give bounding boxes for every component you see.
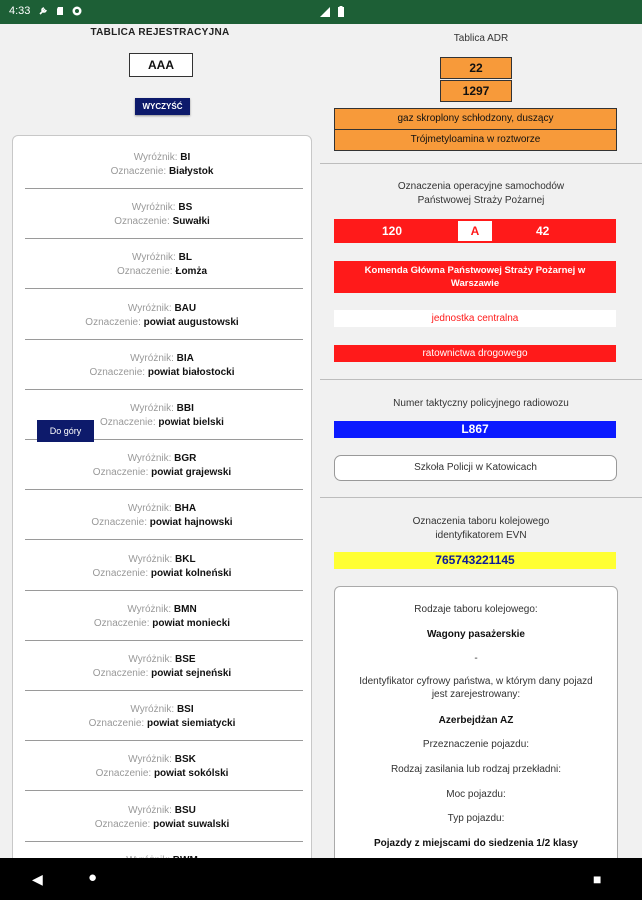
rail-output-label: Moc pojazdu: xyxy=(446,789,506,800)
distinguisher-line xyxy=(13,503,311,514)
designation-line xyxy=(13,517,311,528)
designation-line xyxy=(13,718,311,729)
fire-unit xyxy=(334,261,616,293)
distinguisher-label: Wyróżnik: xyxy=(128,553,173,565)
designation-line xyxy=(13,819,311,830)
rail-type-value: Pojazdy z miejscami do siedzenia 1/2 klasy xyxy=(374,838,578,849)
designation-value: Suwałki xyxy=(172,216,210,228)
designation-value: powiat grajewski xyxy=(151,467,232,479)
signal-icon xyxy=(320,7,330,17)
rail-power-label: Rodzaj zasilania lub rodzaj przekładni: xyxy=(390,764,562,775)
designation-label: Oznaczenie: xyxy=(93,617,150,629)
rail-types-value: Wagony pasażerskie xyxy=(426,629,525,640)
designation-label: Oznaczenie: xyxy=(94,818,151,830)
distinguisher-line xyxy=(13,805,311,816)
region-list-item[interactable] xyxy=(13,688,311,738)
region-list-item[interactable] xyxy=(13,588,311,638)
distinguisher-line xyxy=(13,704,311,715)
markings-panel xyxy=(320,24,642,858)
distinguisher-label: Wyróżnik: xyxy=(133,152,178,163)
distinguisher-label: Wyróżnik: xyxy=(128,754,172,766)
region-list-item[interactable] xyxy=(13,638,311,688)
distinguisher-line xyxy=(13,604,311,615)
distinguisher-value: BSE xyxy=(175,654,196,665)
navigation-bar xyxy=(0,858,642,900)
distinguisher-value: BI xyxy=(180,152,191,163)
distinguisher-value: BSU xyxy=(174,804,196,816)
fire-vehicle-type: ratownictwa drogowego xyxy=(334,345,616,362)
fire-unit-line-2: Warszawie xyxy=(450,278,500,289)
divider xyxy=(320,379,642,380)
distinguisher-line xyxy=(13,453,311,464)
designation-line xyxy=(13,166,311,177)
designation-value: powiat hajnowski xyxy=(149,517,233,529)
distinguisher-line xyxy=(13,353,311,364)
distinguisher-label: Wyróżnik: xyxy=(132,252,176,264)
clear-button[interactable]: WYCZYŚĆ xyxy=(135,98,190,115)
designation-line xyxy=(13,266,311,277)
distinguisher-value: BAU xyxy=(174,302,197,314)
adr-description-1: gaz skroplony schłodzony, duszący xyxy=(334,108,617,130)
region-list-item[interactable] xyxy=(13,236,311,286)
region-list-item[interactable] xyxy=(13,186,311,236)
adr-un-number: 1297 xyxy=(440,80,512,102)
distinguisher-label: Wyróżnik: xyxy=(127,503,172,515)
rail-details-card xyxy=(334,586,618,878)
designation-value: powiat augustowski xyxy=(143,316,239,328)
rail-dash: - xyxy=(474,653,478,664)
distinguisher-value: BKL xyxy=(175,553,196,565)
designation-label: Oznaczenie: xyxy=(100,417,156,428)
distinguisher-value: BGR xyxy=(174,453,197,465)
distinguisher-line xyxy=(13,403,311,414)
designation-line xyxy=(13,618,311,629)
distinguisher-value: BIA xyxy=(176,352,194,364)
designation-line xyxy=(13,467,311,478)
designation-label: Oznaczenie: xyxy=(110,166,167,177)
status-time: 4:33 xyxy=(9,5,31,17)
designation-label: Oznaczenie: xyxy=(85,316,141,328)
fire-title-2: Państwowej Straży Pożarnej xyxy=(417,195,545,206)
distinguisher-label: Wyróżnik: xyxy=(127,302,172,314)
adr-title: Tablica ADR xyxy=(453,33,509,44)
scroll-top-button[interactable]: Do góry xyxy=(37,420,94,442)
distinguisher-value: BS xyxy=(178,202,193,214)
designation-line xyxy=(13,317,311,328)
back-icon[interactable]: ◀ xyxy=(32,871,43,887)
rail-title-1: Oznaczenia taboru kolejowego xyxy=(412,516,550,527)
designation-value: powiat sokólski xyxy=(153,768,229,780)
designation-line xyxy=(13,568,311,579)
distinguisher-label: Wyróżnik: xyxy=(131,202,176,214)
fire-title-1: Oznaczenia operacyjne samochodów xyxy=(397,181,565,192)
designation-value: Białystok xyxy=(168,166,214,177)
rail-country-label-1: Identyfikator cyfrowy państwa, w którym dany pojazd xyxy=(359,676,593,687)
adr-hazard-number: 22 xyxy=(440,57,512,79)
divider xyxy=(320,497,642,498)
fire-right-number: 42 xyxy=(536,224,550,238)
distinguisher-label: Wyróżnik: xyxy=(130,704,175,716)
distinguisher-line xyxy=(13,554,311,565)
registration-title: TABLICA REJESTRACYJNA xyxy=(90,27,230,38)
designation-label: Oznaczenie: xyxy=(92,567,149,579)
designation-value: Łomża xyxy=(175,266,208,278)
rail-type-label: Typ pojazdu: xyxy=(447,813,505,824)
rail-title-2: identyfikatorem EVN xyxy=(435,530,527,541)
recents-icon[interactable]: ■ xyxy=(593,871,602,887)
fire-code-bar xyxy=(334,219,616,243)
designation-label: Oznaczenie: xyxy=(92,467,149,479)
distinguisher-line xyxy=(13,252,311,263)
distinguisher-label: Wyróżnik: xyxy=(127,453,172,465)
rail-purpose-label: Przeznaczenie pojazdu: xyxy=(422,739,530,750)
designation-label: Oznaczenie: xyxy=(116,266,173,278)
region-list-item[interactable] xyxy=(13,136,311,186)
region-list-item[interactable] xyxy=(13,538,311,588)
distinguisher-value: BHA xyxy=(174,503,197,515)
designation-line xyxy=(13,768,311,779)
region-list[interactable] xyxy=(12,135,312,877)
distinguisher-line xyxy=(13,152,311,163)
designation-value: powiat sejneński xyxy=(151,668,232,679)
plate-input[interactable]: AAA xyxy=(129,53,193,77)
distinguisher-label: Wyróżnik: xyxy=(127,603,172,615)
designation-line xyxy=(13,367,311,378)
distinguisher-value: BBI xyxy=(176,403,194,414)
distinguisher-line xyxy=(13,303,311,314)
distinguisher-value: BSK xyxy=(174,754,196,766)
registration-panel xyxy=(0,24,320,858)
home-icon[interactable]: ● xyxy=(88,869,98,886)
region-list-item[interactable] xyxy=(13,738,311,788)
designation-value: powiat suwalski xyxy=(153,818,230,830)
distinguisher-line xyxy=(13,754,311,765)
rail-country-label-2: jest zarejestrowany: xyxy=(431,689,521,700)
fire-letter: A xyxy=(458,221,492,241)
police-title: Numer taktyczny policyjnego radiowozu xyxy=(393,398,569,409)
sd-card-icon xyxy=(55,6,65,16)
fire-left-number: 120 xyxy=(382,224,403,238)
distinguisher-label: Wyróżnik: xyxy=(130,403,174,414)
distinguisher-line xyxy=(13,202,311,213)
designation-value: powiat siemiatycki xyxy=(147,718,236,730)
region-list-item[interactable] xyxy=(13,789,311,839)
region-list-item[interactable] xyxy=(13,437,311,487)
designation-line xyxy=(13,668,311,679)
designation-value: powiat białostocki xyxy=(147,366,235,378)
distinguisher-line xyxy=(13,654,311,665)
main-content xyxy=(0,24,642,858)
fire-unit-type: jednostka centralna xyxy=(334,310,616,327)
police-unit: Szkoła Policji w Katowicach xyxy=(334,455,617,481)
designation-label: Oznaczenie: xyxy=(89,366,146,378)
designation-label: Oznaczenie: xyxy=(92,668,149,679)
region-list-item[interactable] xyxy=(13,287,311,337)
fire-unit-line-1: Komenda Główna Państwowej Straży Pożarnej w xyxy=(364,265,586,276)
distinguisher-label: Wyróżnik: xyxy=(128,804,172,816)
distinguisher-label: Wyróżnik: xyxy=(128,654,173,665)
police-number: L867 xyxy=(334,421,616,438)
distinguisher-value: BL xyxy=(178,252,192,264)
designation-value: powiat moniecki xyxy=(152,617,231,629)
designation-line xyxy=(13,216,311,227)
rail-evn: 765743221145 xyxy=(334,552,616,569)
distinguisher-value: BMN xyxy=(173,603,197,615)
designation-value: powiat bielski xyxy=(158,417,224,428)
status-bar xyxy=(0,0,642,24)
designation-label: Oznaczenie: xyxy=(95,768,152,780)
designation-label: Oznaczenie: xyxy=(91,517,147,529)
designation-label: Oznaczenie: xyxy=(88,718,145,730)
rail-country-value: Azerbejdżan AZ xyxy=(438,715,514,726)
region-list-item[interactable] xyxy=(13,337,311,387)
sync-icon xyxy=(72,6,82,16)
rail-types-label: Rodzaje taboru kolejowego: xyxy=(414,604,538,615)
designation-label: Oznaczenie: xyxy=(114,216,170,228)
distinguisher-label: Wyróżnik: xyxy=(130,352,174,364)
wrench-icon xyxy=(38,6,48,16)
divider xyxy=(320,163,642,164)
battery-icon xyxy=(337,6,345,17)
distinguisher-value: BSI xyxy=(176,704,194,716)
designation-value: powiat kolneński xyxy=(150,567,232,579)
region-list-item[interactable] xyxy=(13,487,311,537)
adr-description-2: Trójmetyloamina w roztworze xyxy=(334,129,617,151)
